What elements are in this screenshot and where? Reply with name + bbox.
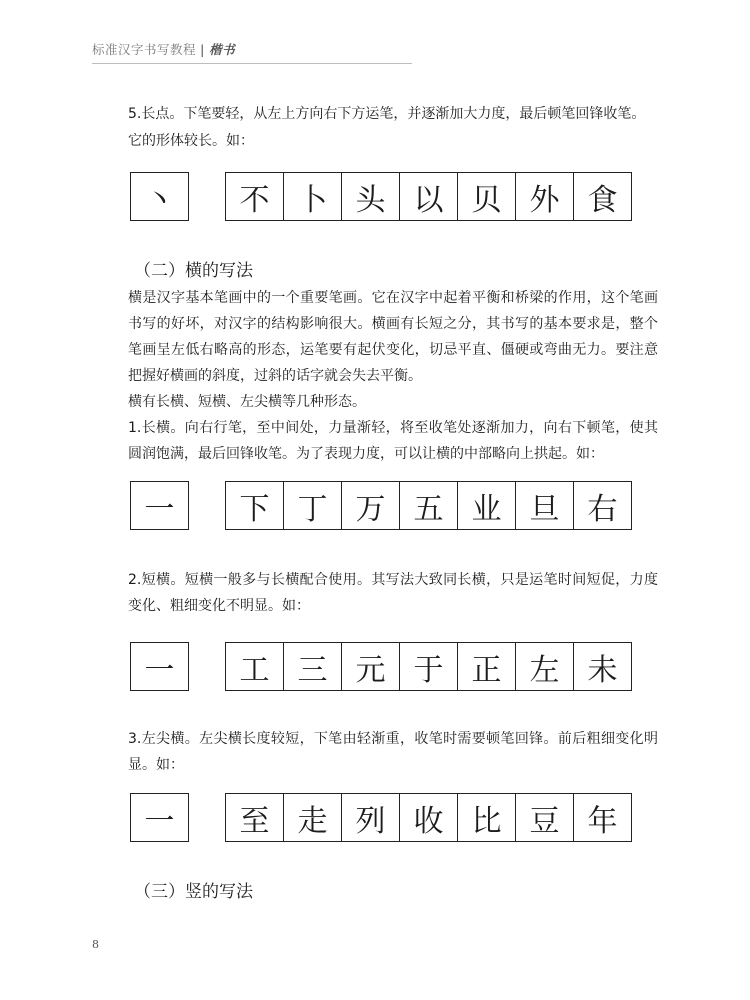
horizontal-types: 横有长横、短横、左尖横等几种形态。 [128, 394, 366, 410]
example-char: 比 [457, 794, 515, 841]
example-char: 外 [515, 173, 573, 220]
example-char: 左 [515, 643, 573, 690]
example-char: 正 [457, 643, 515, 690]
example-char: 卜 [283, 173, 341, 220]
header-separator: | [200, 41, 206, 57]
stroke-sample: 一 [130, 642, 189, 691]
example-char: 业 [457, 482, 515, 529]
example-characters [225, 793, 632, 842]
example-char: 至 [239, 803, 270, 839]
dot-description-line2: 它的形体较长。如： [128, 133, 254, 149]
running-header [92, 40, 235, 58]
horizontal-intro: 横是汉字基本笔画中的一个重要笔画。它在汉字中起着平衡和桥梁的作用，这个笔画书写的好坏，对汉字的结构影响很大。横画有长短之分，其书写的基本要求是，整个笔画呈左低右略高的形态，运笔要有起伏变化，切忌平直、僵硬或弯曲无力。要注意把握好横画的斜度，过斜的话字就会失去平衡。 [128, 290, 658, 384]
example-characters [225, 642, 632, 691]
short-horizontal-description: 2.短横。短横一般多与长横配合使用。其写法大致同长横，只是运笔时间短促，力度变化、粗细变化不明显。如： [128, 572, 658, 614]
example-char: 收 [399, 794, 457, 841]
dot-example-row [130, 172, 632, 221]
example-char: 右 [573, 482, 631, 529]
page-number: 8 [92, 938, 99, 951]
example-characters [225, 481, 632, 530]
section-name: 楷书 [209, 42, 236, 57]
example-char: 工 [239, 652, 270, 688]
example-char: 于 [399, 643, 457, 690]
long-horizontal-example-row [130, 481, 632, 530]
example-char: 走 [283, 794, 341, 841]
stroke-sample: 一 [130, 481, 189, 530]
example-char: 万 [341, 482, 399, 529]
left-pointed-horizontal-description: 3.左尖横。左尖横长度较短，下笔由轻渐重，收笔时需要顿笔回锋。前后粗细变化明显。如： [128, 731, 658, 773]
example-char: 五 [399, 482, 457, 529]
book-title: 标准汉字书写教程 [92, 42, 197, 57]
example-char: 丁 [283, 482, 341, 529]
example-char: 三 [283, 643, 341, 690]
section-heading: （二）横的写法 [134, 261, 253, 281]
example-char: 不 [239, 182, 270, 218]
stroke-sample: 丶 [130, 172, 189, 221]
left-pointed-horizontal-example-row [130, 793, 632, 842]
example-char: 头 [341, 173, 399, 220]
example-char: 食 [573, 173, 631, 220]
example-char: 旦 [515, 482, 573, 529]
stroke-sample: 一 [130, 793, 189, 842]
example-char: 以 [399, 173, 457, 220]
example-char: 下 [239, 491, 270, 527]
example-char: 贝 [457, 173, 515, 220]
section-heading: （三）竖的写法 [134, 882, 253, 902]
header-rule [92, 63, 412, 64]
example-char: 列 [341, 794, 399, 841]
example-char: 年 [573, 794, 631, 841]
short-horizontal-example-row [130, 642, 632, 691]
example-characters [225, 172, 632, 221]
long-horizontal-description: 1.长横。向右行笔，至中间处，力量渐轻，将至收笔处逐渐加力，向右下顿笔，使其圆润饱满，最后回锋收笔。为了表现力度，可以让横的中部略向上拱起。如： [128, 420, 658, 462]
dot-description-line1: 5.长点。下笔要轻，从左上方向右下方运笔，并逐渐加大力度，最后顿笔回锋收笔。 [128, 106, 646, 122]
example-char: 豆 [515, 794, 573, 841]
example-char: 未 [573, 643, 631, 690]
example-char: 元 [341, 643, 399, 690]
